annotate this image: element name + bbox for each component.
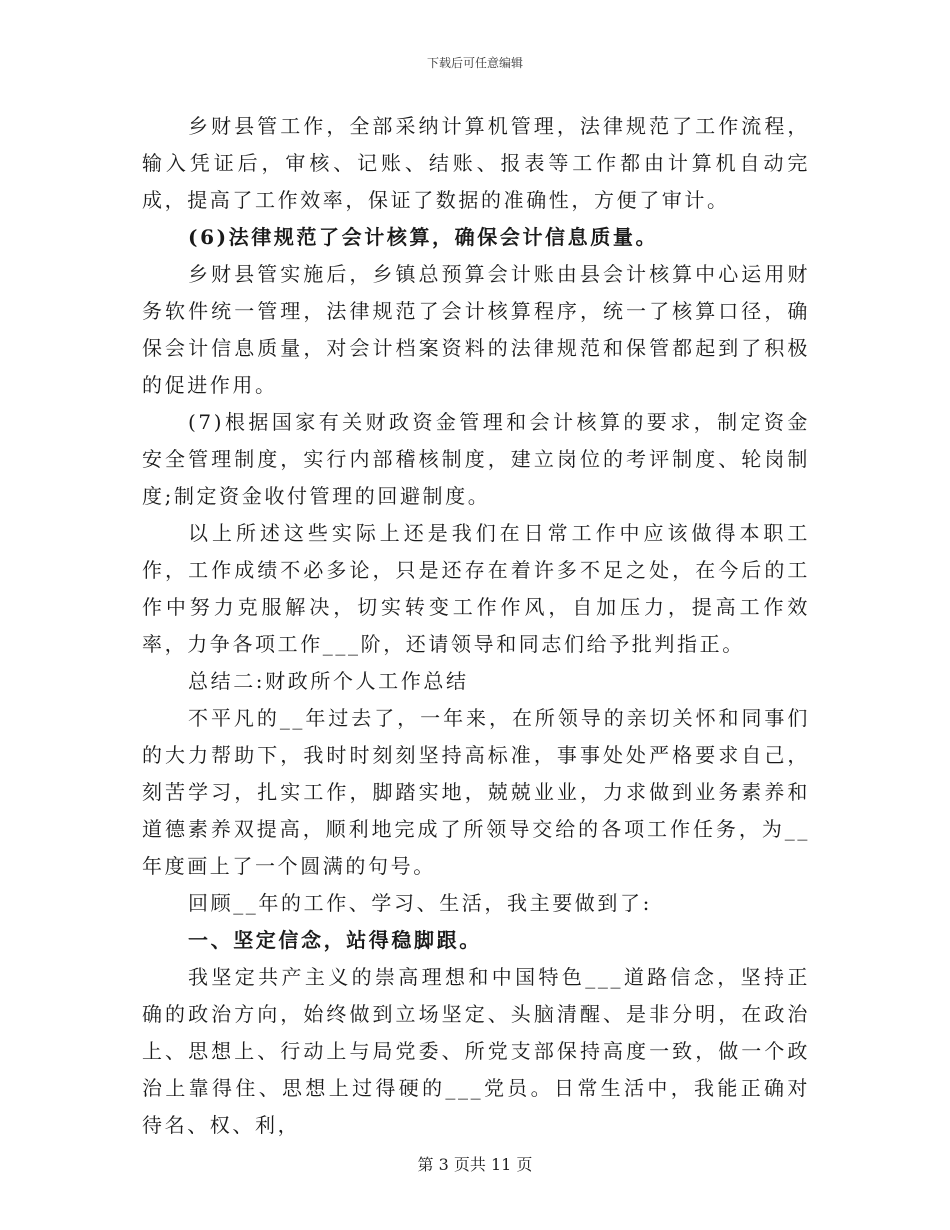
paragraph-3: 乡财县管实施后，乡镇总预算会计账由县会计核算中心运用财务软件统一管理，法律规范了会计核算程序，统一了核算口径，确保会计信息质量，对会计档案资料的法律规范和保管都起到了积极的促进作用。 (142, 262, 810, 397)
section-title-summary-2: 总结二:财政所个人工作总结 (188, 669, 469, 693)
paragraph-7: 不平凡的__年过去了，一年来，在所领导的亲切关怀和同事们的大力帮助下，我时时刻刻坚持高标准，事事处处严格要求自己，刻苦学习，扎实工作，脚踏实地，兢兢业业，力求做到业务素养和道德素养双提高，顺利地完成了所领导交给的各项工作任务，为__年度画上了一个圆满的句号。 (142, 706, 810, 878)
paragraph-10: 我坚定共产主义的崇高理想和中国特色___道路信念，坚持正确的政治方向，始终做到立场坚定、头脑清醒、是非分明，在政治上、思想上、行动上与局党委、所党支部保持高度一致，做一个政治上靠得住、思想上过得硬的___党员。日常生活中，我能正确对待名、权、利， (142, 965, 810, 1137)
paragraph-8: 回顾__年的工作、学习、生活，我主要做到了: (188, 891, 652, 915)
document-body (142, 108, 810, 1144)
paragraph-4: (7)根据国家有关财政资金管理和会计核算的要求，制定资金安全管理制度，实行内部稽核制度，建立岗位的考评制度、轮岗制度;制定资金收付管理的回避制度。 (142, 410, 810, 508)
page-number: 第 3 页共 11 页 (417, 1155, 533, 1174)
paragraph-1: 乡财县管工作，全部采纳计算机管理，法律规范了工作流程，输入凭证后，审核、记账、结账、报表等工作都由计算机自动完成，提高了工作效率，保证了数据的准确性，方便了审计。 (142, 114, 810, 212)
paragraph-5: 以上所述这些实际上还是我们在日常工作中应该做得本职工作，工作成绩不必多论，只是还存在着许多不足之处，在今后的工作中努力克服解决，切实转变工作作风，自加压力，提高工作效率，力争各项工作___阶，还请领导和同志们给予批判指正。 (142, 521, 810, 656)
heading-1-belief: 一、坚定信念，站得稳脚跟。 (188, 928, 482, 952)
heading-6-accounting: (6)法律规范了会计核算，确保会计信息质量。 (188, 225, 659, 249)
page-header-note: 下载后可任意编辑 (426, 56, 523, 70)
